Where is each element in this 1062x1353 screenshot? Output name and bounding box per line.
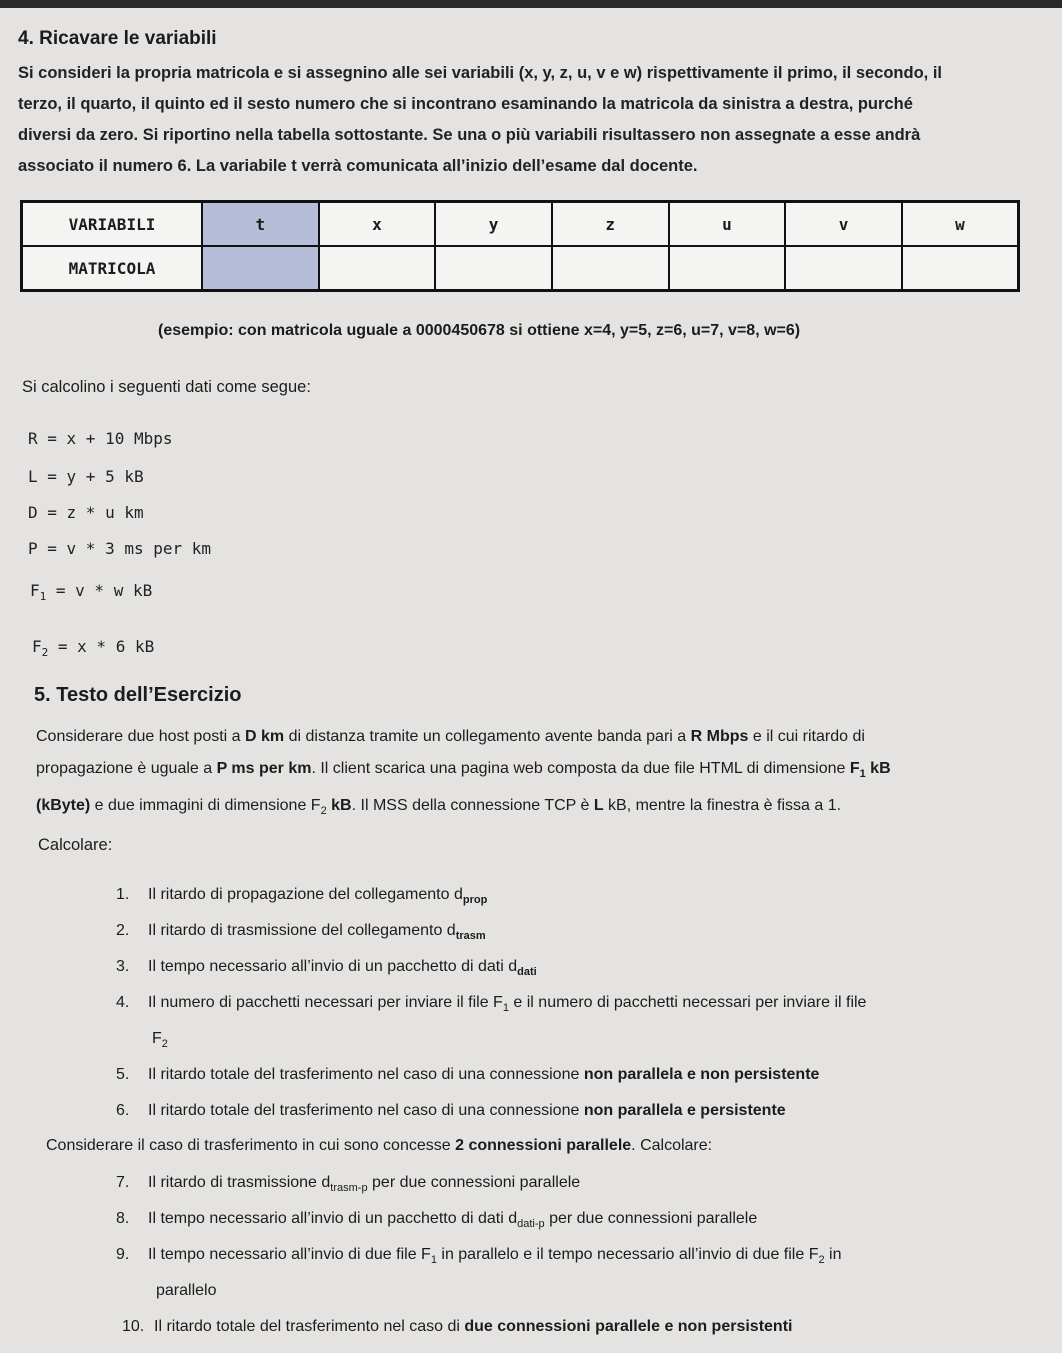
formula-f1-sub: 1	[39, 590, 47, 603]
item-text: Il ritardo totale del trasferimento nel caso di una connessione	[148, 1102, 584, 1119]
text-run: di distanza tramite un collegamento avente banda pari a	[284, 728, 691, 745]
list-item	[116, 922, 486, 942]
subscript: trasm	[455, 930, 486, 942]
item-number: 9.	[116, 1246, 130, 1263]
bold-run: (kByte)	[36, 797, 91, 814]
item-number: 6.	[116, 1102, 130, 1119]
text-run: Considerare il caso di trasferimento in cui sono concesse	[46, 1137, 456, 1154]
var-z-value-cell	[552, 246, 669, 291]
matricola-label-cell: MATRICOLA	[22, 246, 203, 291]
bold-run: due connessioni parallele e non persistenti	[464, 1318, 793, 1335]
calcolare-label: Calcolare:	[38, 836, 113, 854]
text-run: kB, mentre la finestra è fissa a 1.	[603, 797, 842, 814]
item-text: parallelo	[156, 1282, 217, 1299]
bold-run: L	[593, 797, 604, 814]
list-item	[122, 1318, 792, 1336]
var-y-value-cell	[435, 246, 552, 291]
bold-run: R Mbps	[690, 728, 749, 745]
paragraph-line: Si consideri la propria matricola e si assegnino alle sei variabili (x, y, z, u, v e w) rispettivamente il primo, il secondo, il	[18, 64, 942, 82]
text-run: . Il client scarica una pagina web composta da due file HTML di dimensione	[311, 760, 850, 777]
item-text: per due connessioni parallele	[544, 1210, 758, 1227]
var-t-header: t	[202, 202, 319, 247]
formula-f1	[30, 581, 152, 603]
paragraph-line: diversi da zero. Si riportino nella tabella sottostante. Se una o più variabili risultassero non assegnate a esse andrà	[18, 126, 921, 144]
subscript: 2	[818, 1254, 825, 1266]
exercise-line	[36, 753, 1026, 790]
list-item-continuation	[156, 1282, 216, 1300]
section-4-title: 4. Ricavare le variabili	[18, 28, 217, 49]
formula-l: L = y + 5 kB	[28, 467, 144, 486]
var-x-header: x	[319, 202, 436, 247]
list-item	[116, 886, 487, 906]
formula-f2	[32, 637, 154, 659]
formula-f1-lhs: F	[30, 581, 40, 600]
item-text: Il ritardo totale del trasferimento nel caso di	[154, 1318, 465, 1335]
calc-intro: Si calcolino i seguenti dati come segue:	[22, 378, 311, 396]
text-run: propagazione è uguale a	[36, 760, 217, 777]
formula-p: P = v * 3 ms per km	[28, 539, 212, 558]
exercise-line	[36, 721, 1026, 753]
exercise-line	[36, 790, 1026, 827]
subscript: dati-p	[517, 1218, 545, 1230]
list-item	[116, 1210, 757, 1230]
bold-run: F	[849, 760, 860, 777]
var-t-value-cell	[202, 246, 319, 291]
item-number: 8.	[116, 1210, 130, 1227]
parallel-intro	[46, 1137, 712, 1155]
formula-r: R = x + 10 Mbps	[28, 429, 173, 448]
list-item	[116, 1066, 819, 1084]
bold-run: non parallela e persistente	[583, 1102, 786, 1119]
var-x-value-cell	[319, 246, 436, 291]
formula-f2-sub: 2	[41, 646, 49, 659]
variables-header-row	[22, 202, 1019, 247]
var-v-header: v	[785, 202, 902, 247]
subscript: 2	[320, 805, 327, 817]
subscript: 1	[502, 1002, 509, 1014]
item-text: Il numero di pacchetti necessari per inviare il file F	[148, 994, 503, 1011]
example-note: (esempio: con matricola uguale a 0000450678 si ottiene x=4, y=5, z=6, u=7, v=8, w=6)	[158, 322, 801, 339]
var-u-value-cell	[669, 246, 786, 291]
text-run: Considerare due host posti a	[36, 728, 246, 745]
item-number: 7.	[116, 1174, 130, 1191]
item-text: Il tempo necessario all’invio di un pacchetto di dati d	[148, 1210, 518, 1227]
item-text: Il ritardo di trasmissione d	[148, 1174, 331, 1191]
item-number: 3.	[116, 958, 130, 975]
paragraph-line: terzo, il quarto, il quinto ed il sesto numero che si incontrano esaminando la matricola da sinistra a destra, purché	[18, 95, 913, 113]
subscript: dati	[517, 966, 537, 978]
section-4-paragraph	[18, 58, 1028, 182]
text-run: e due immagini di dimensione F	[90, 797, 321, 814]
item-text: Il ritardo di propagazione del collegamento d	[148, 886, 463, 903]
item-text: Il ritardo di trasmissione del collegamento d	[148, 922, 456, 939]
item-text: Il tempo necessario all’invio di due file F	[148, 1246, 431, 1263]
var-y-header: y	[435, 202, 552, 247]
var-w-header: w	[902, 202, 1019, 247]
list-item-continuation	[152, 1030, 168, 1050]
section-5-title: 5. Testo dell’Esercizio	[34, 684, 242, 706]
var-u-header: u	[669, 202, 786, 247]
subscript: 1	[859, 768, 866, 780]
var-z-header: z	[552, 202, 669, 247]
item-number: 2.	[116, 922, 130, 939]
list-item	[116, 1102, 786, 1120]
formula-d: D = z * u km	[28, 503, 144, 522]
var-w-value-cell	[902, 246, 1019, 291]
item-text: in	[824, 1246, 842, 1263]
bold-run: non parallela e non persistente	[583, 1066, 820, 1083]
list-item	[116, 994, 866, 1014]
matricola-row	[22, 246, 1019, 291]
subscript: prop	[462, 894, 488, 906]
item-text: Il tempo necessario all’invio di un pacchetto di dati d	[148, 958, 518, 975]
item-text: F	[152, 1030, 162, 1047]
bold-run: kB	[326, 797, 352, 814]
formula-f1-rhs: = v * w kB	[46, 581, 153, 600]
item-text: in parallelo e il tempo necessario all’invio di due file F	[436, 1246, 819, 1263]
text-run: . Il MSS della connessione TCP è	[351, 797, 594, 814]
text-run: e il cui ritardo di	[748, 728, 865, 745]
formula-f2-lhs: F	[32, 637, 42, 656]
item-text: per due connessioni parallele	[367, 1174, 581, 1191]
subscript: trasm-p	[330, 1182, 368, 1194]
paragraph-line: associato il numero 6. La variabile t verrà comunicata all’inizio dell’esame dal docente.	[18, 157, 698, 175]
text-run: . Calcolare:	[631, 1137, 713, 1154]
bold-run: 2 connessioni parallele	[455, 1137, 632, 1154]
item-number: 10.	[122, 1318, 145, 1335]
list-item	[116, 1246, 842, 1266]
exercise-text	[36, 721, 1026, 827]
formula-f2-rhs: = x * 6 kB	[48, 637, 155, 656]
bold-run: P ms per km	[216, 760, 312, 777]
top-edge-bar	[0, 0, 1062, 8]
bold-run: D km	[245, 728, 285, 745]
subscript: 1	[430, 1254, 437, 1266]
item-number: 1.	[116, 886, 130, 903]
var-v-value-cell	[785, 246, 902, 291]
item-text: Il ritardo totale del trasferimento nel caso di una connessione	[148, 1066, 584, 1083]
list-item	[116, 1174, 580, 1194]
bold-run: kB	[865, 760, 891, 777]
item-number: 5.	[116, 1066, 130, 1083]
variabili-header-cell: VARIABILI	[22, 202, 203, 247]
item-text: e il numero di pacchetti necessari per inviare il file	[508, 994, 867, 1011]
item-number: 4.	[116, 994, 130, 1011]
list-item	[116, 958, 537, 978]
subscript: 2	[161, 1038, 168, 1050]
variables-table	[20, 200, 1020, 292]
